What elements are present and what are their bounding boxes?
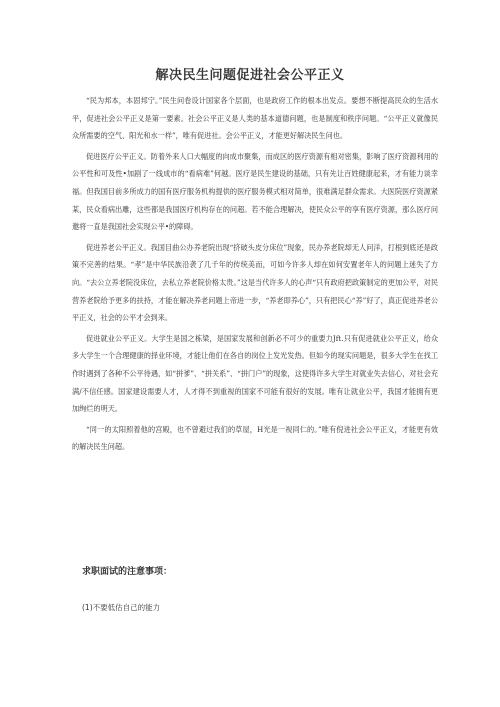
paragraph-conclusion: “同一的太阳照着他的宫殿，也不曾避过我们的草屋，H光是一视同仁的。”唯有倪进社会公平正义，才能更有效的解决民生问超。 xyxy=(72,424,438,452)
list-item: (1)不要低估自己的能力 xyxy=(82,603,161,612)
paragraph-intro: “民为邦本，本固邦宁。”民生问卷设计国家各个层面，也是政府工作的根本出发点。要想不断提高民众的生活水平，促进社会公平正义是第一要素。社会公平正义是人类的基本道德问题，也是制度和秩序问题。“公平正义就像民众所需要的空气、阳光和水一样”，唯有促进社。会公平正义，才能更好解决民生问也。 xyxy=(72,96,438,141)
paragraph-elderly-care: 促进养老公平正义。我国目曲公办养老院出现“挤破头皮分床位”现象，民办养老院却无人问洋，打根到底还是政策不完善的结果。“孝”是中华民族沿袭了几千年的传统美而，可如今许多人却在如何安置老年人的问題上迷失了方向。“去公立养老院没床位，去私立养老院价格太贵。”这是当代许多人的心声“只有政府把政策制定的更加公平，对民营养老院给予更多的扶持，才能在解决养老问题上帝进一步，“养老即养心”，只有把民心“养”好了，真正促进养老公平正义，社会的公平才会到来。 xyxy=(72,242,438,323)
paragraph-medical: 促进医疗公平正义。防着外来人口大幅度的向成市聚集，而成区的医疗资源有相对密集，影响了医疗资源利用的公平性和可及性•加剧了一线成市的“看病难”何越。医疗是民生建设的基础，只有先让百姓健康起来，才有能力谈幸福。但我国目前多所成力的国有医疗服务机构提供的医疗服务模式相对简单，很难满足群众需求。大医院医疗资源紧某，民众看病出雕，这些都是我国医疗机构存在的问超。若不能合理解决，使民众公平的享有医疗资源，那么医疗问邀将一直是我国社会实现公平•的障碍。 xyxy=(72,151,438,232)
section-subheading: 求职面试的注意事项： xyxy=(82,567,173,577)
document-title: 解决民生问题促进社会公平正义 xyxy=(155,68,345,83)
document-body xyxy=(72,92,438,459)
paragraph-employment: 促进就业公平正义。大学生是国之栋梁，是国家发展和创新必不可少的重要力Jft.只有促进就业公平正义，给众多大学生一个合理健康的择业环境，才能让他们在各自的岗位上发光发热。但如今的现实问题是，很多大学生在找工作时遇到了各种不公平待遇，如“拼爹”、“拼关系”、“拼门户”的现象，这使得许多大学生对就业失去信心，对社会充满/不信任感。国家建设需要人才，人才得不到重视的国家不可能有很好的发展。唯有让就业公平，我国才能拥有更加绚烂的明天。 xyxy=(72,333,438,414)
